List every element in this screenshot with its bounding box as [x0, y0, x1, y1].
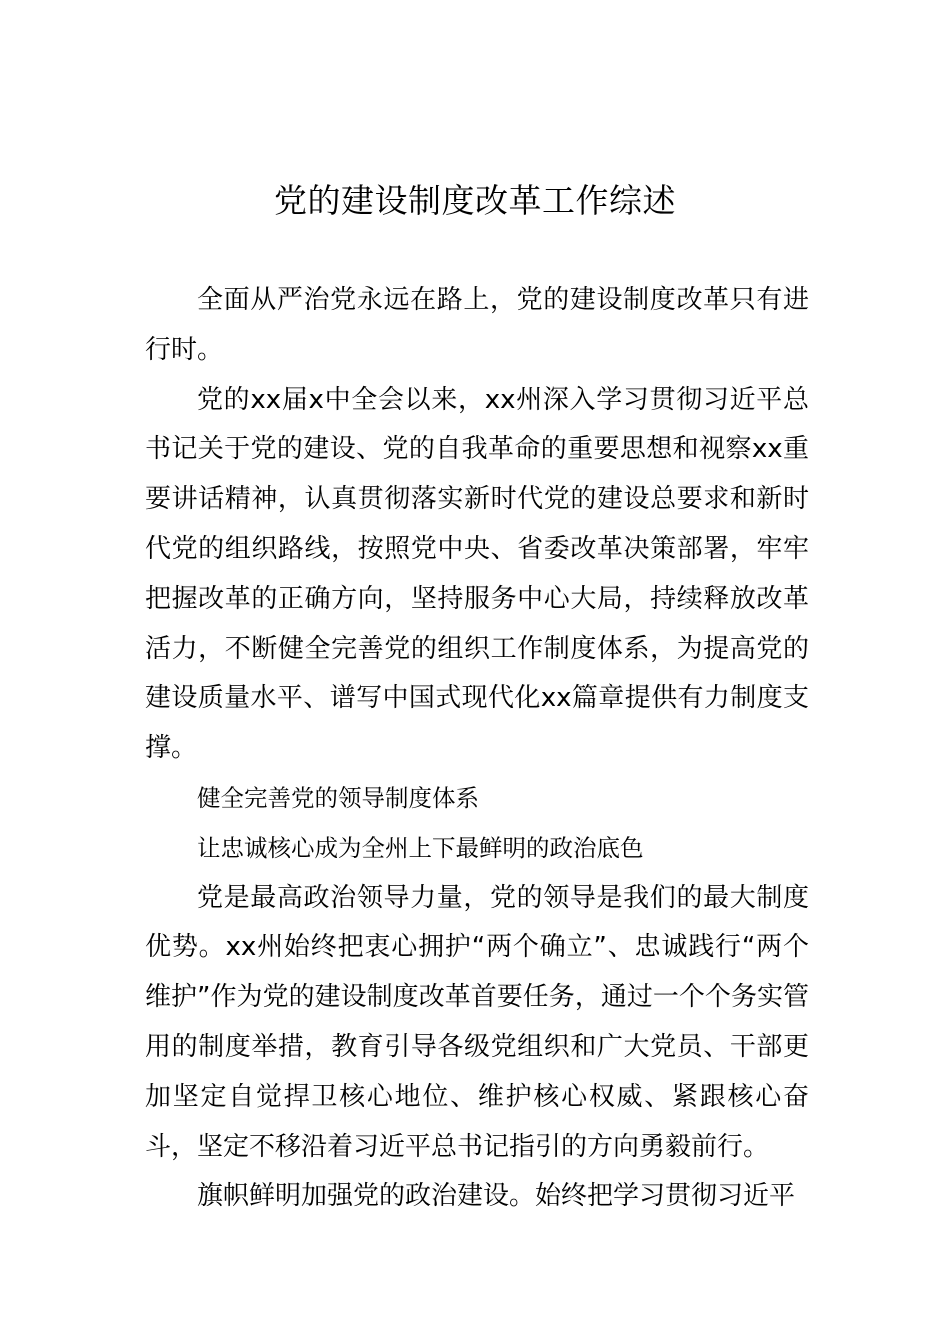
paragraph-overview: 党的xx届x中全会以来，xx州深入学习贯彻习近平总书记关于党的建设、党的自我革命的重要思想和视察xx重要讲话精神，认真贯彻落实新时代党的建设总要求和新时代党的组织路线，按照党中央、省委改革决策部署，牢牢把握改革的正确方向，坚持服务中心大局，持续释放改革活力，不断健全完善党的组织工作制度体系，为提高党的建设质量水平、谱写中国式现代化xx篇章提供有力制度支撑。 — [145, 384, 809, 764]
section-heading: 健全完善党的领导制度体系 — [197, 783, 479, 812]
section-subheading: 让忠诚核心成为全州上下最鲜明的政治底色 — [197, 833, 644, 862]
paragraph-political-building: 旗帜鲜明加强党的政治建设。始终把学习贯彻习近平 — [197, 1181, 796, 1212]
document-body — [145, 276, 809, 1222]
paragraph-leadership: 党是最高政治领导力量，党的领导是我们的最大制度优势。xx州始终把衷心拥护“两个确立”、忠诚践行“两个维护”作为党的建设制度改革首要任务，通过一个个务实管用的制度举措，教育引导各级党组织和广大党员、干部更加坚定自觉捍卫核心地位、维护核心权威、紧跟核心奋斗，坚定不移沿着习近平总书记指引的方向勇毅前行。 — [145, 882, 809, 1162]
paragraph-intro: 全面从严治党永远在路上，党的建设制度改革只有进行时。 — [145, 285, 809, 365]
document-title: 党的建设制度改革工作综述 — [274, 181, 676, 220]
